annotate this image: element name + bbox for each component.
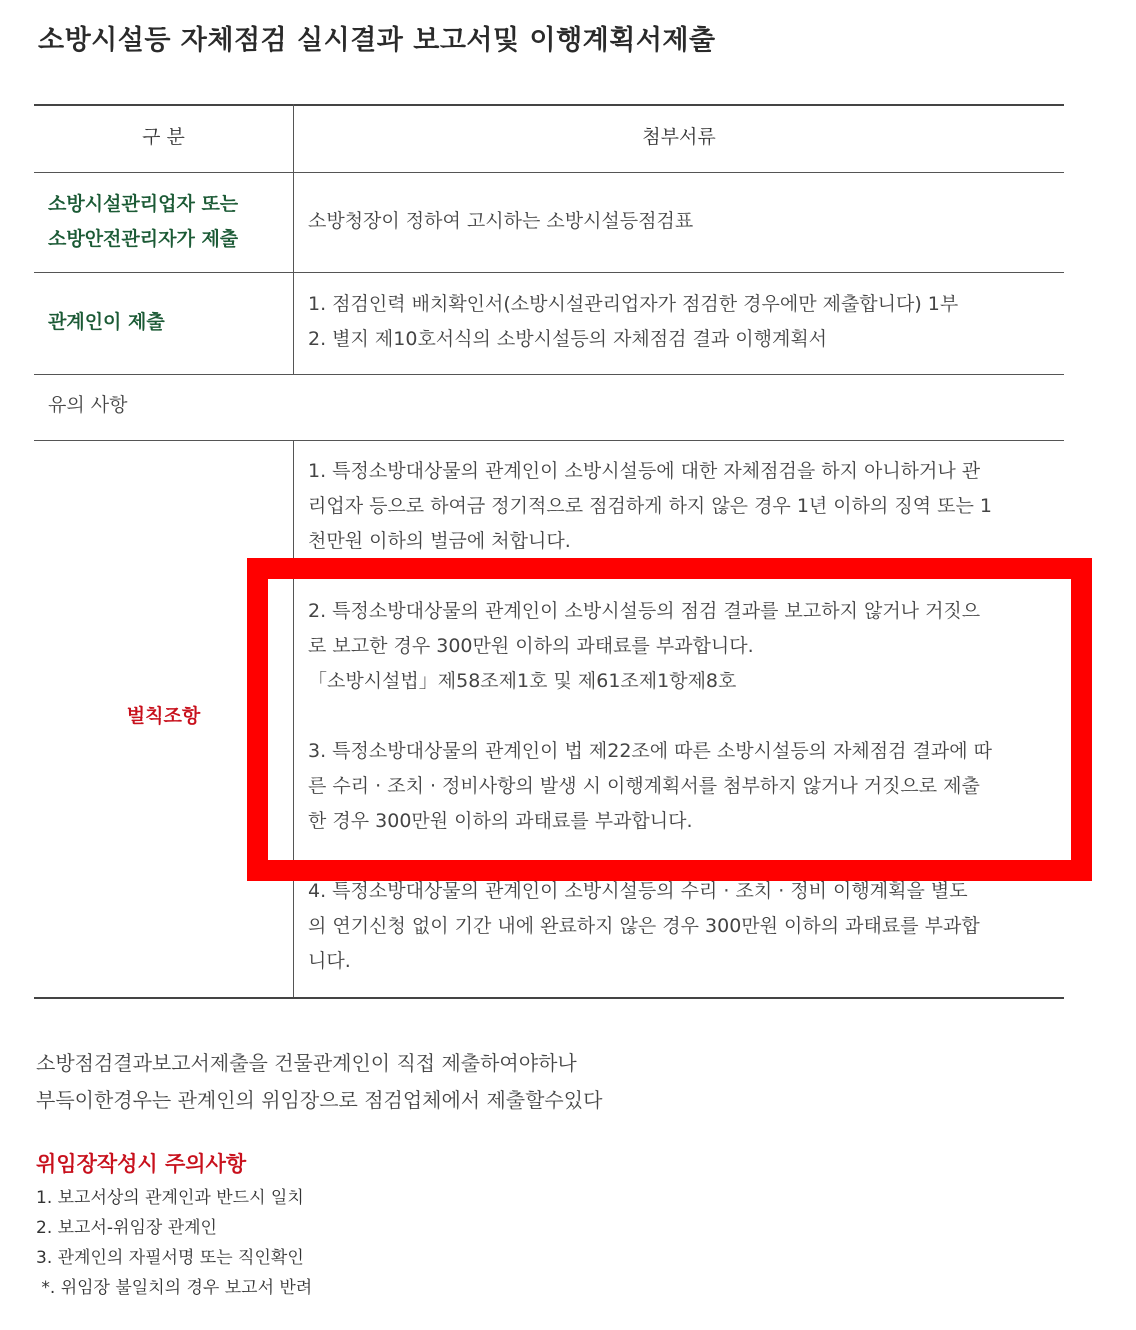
row1-label-line2: 소방안전관리자가 제출: [48, 228, 239, 250]
page-title: 소방시설등 자체점검 실시결과 보고서및 이행계획서제출: [38, 25, 716, 56]
row2-item-1: 1. 점검인력 배치확인서(소방시설관리업자가 점검한 경우에만 제출합니다) 1부: [308, 293, 959, 315]
table-rule-top: [34, 104, 1064, 106]
table-rule-row1: [34, 272, 1064, 273]
warning-item: 3. 관계인의 자필서명 또는 직인확인: [36, 1248, 304, 1268]
warning-list: [36, 1183, 312, 1303]
penalty-1-line2: 리업자 등으로 하여금 정기적으로 점검하게 하지 않은 경우 1년 이하의 징역 또는 1: [308, 495, 992, 517]
submission-note-line2: 부득이한경우는 관계인의 위임장으로 점검업체에서 제출할수있다: [36, 1088, 603, 1112]
warning-item: *. 위임장 불일치의 경우 보고서 반려: [36, 1278, 313, 1298]
highlight-box: [247, 558, 1092, 881]
warning-item: 2. 보고서-위임장 관계인: [36, 1218, 217, 1238]
penalty-2-line1: 2. 특정소방대상물의 관계인이 소방시설등의 점검 결과를 보고하지 않거나 거짓으: [308, 600, 981, 622]
penalty-3-line2: 른 수리 · 조치 · 정비사항의 발생 시 이행계획서를 첨부하지 않거나 거짓으로 제출: [308, 775, 980, 797]
penalty-label: 벌칙조항: [126, 705, 201, 727]
penalty-1-line1: 1. 특정소방대상물의 관계인이 소방시설등에 대한 자체점검을 하지 아니하거나 관: [308, 460, 981, 482]
header-attachments: 첨부서류: [642, 126, 716, 148]
row2-content: [308, 287, 958, 357]
row1-content: 소방청장이 정하여 고시하는 소방시설등점검표: [308, 210, 694, 232]
penalty-item-4: [308, 874, 1058, 979]
submission-note-line1: 소방점검결과보고서제출을 건물관계인이 직접 제출하여야하나: [36, 1051, 577, 1075]
penalty-3-line1: 3. 특정소방대상물의 관계인이 법 제22조에 따른 소방시설등의 자체점검 결과에 따: [308, 740, 992, 762]
row1-label-line1: 소방시설관리업자 또는: [48, 193, 239, 215]
penalty-3-line3: 한 경우 300만원 이하의 과태료를 부과합니다.: [308, 810, 693, 832]
warning-item: 1. 보고서상의 관계인과 반드시 일치: [36, 1188, 304, 1208]
warning-title: 위임장작성시 주의사항: [36, 1152, 247, 1176]
notice-label: 유의 사항: [48, 394, 128, 416]
penalty-4-line3: 니다.: [308, 950, 351, 972]
penalty-2-line3: 「소방시설법」제58조제1호 및 제61조제1항제8호: [308, 670, 737, 692]
submission-note: [36, 1045, 602, 1119]
row1-label: [48, 187, 238, 257]
penalty-2-line2: 로 보고한 경우 300만원 이하의 과태료를 부과합니다.: [308, 635, 754, 657]
penalty-4-line2: 의 연기신청 없이 기간 내에 완료하지 않은 경우 300만원 이하의 과태료를 부과합: [308, 915, 980, 937]
penalty-4-line1: 4. 특정소방대상물의 관계인이 소방시설등의 수리 · 조치 · 정비 이행계획을 별도: [308, 880, 968, 902]
penalty-1-line3: 천만원 이하의 벌금에 처합니다.: [308, 530, 571, 552]
header-category: 구 분: [142, 126, 185, 148]
penalty-item-1: [308, 454, 1058, 559]
table-rule-notice: [34, 440, 1064, 441]
table-rule-row2: [34, 374, 1064, 375]
table-rule-header: [34, 172, 1064, 173]
table-rule-bottom: [34, 997, 1064, 999]
row2-label: 관계인이 제출: [48, 311, 165, 333]
row2-item-2: 2. 별지 제10호서식의 소방시설등의 자체점검 결과 이행계획서: [308, 328, 828, 350]
